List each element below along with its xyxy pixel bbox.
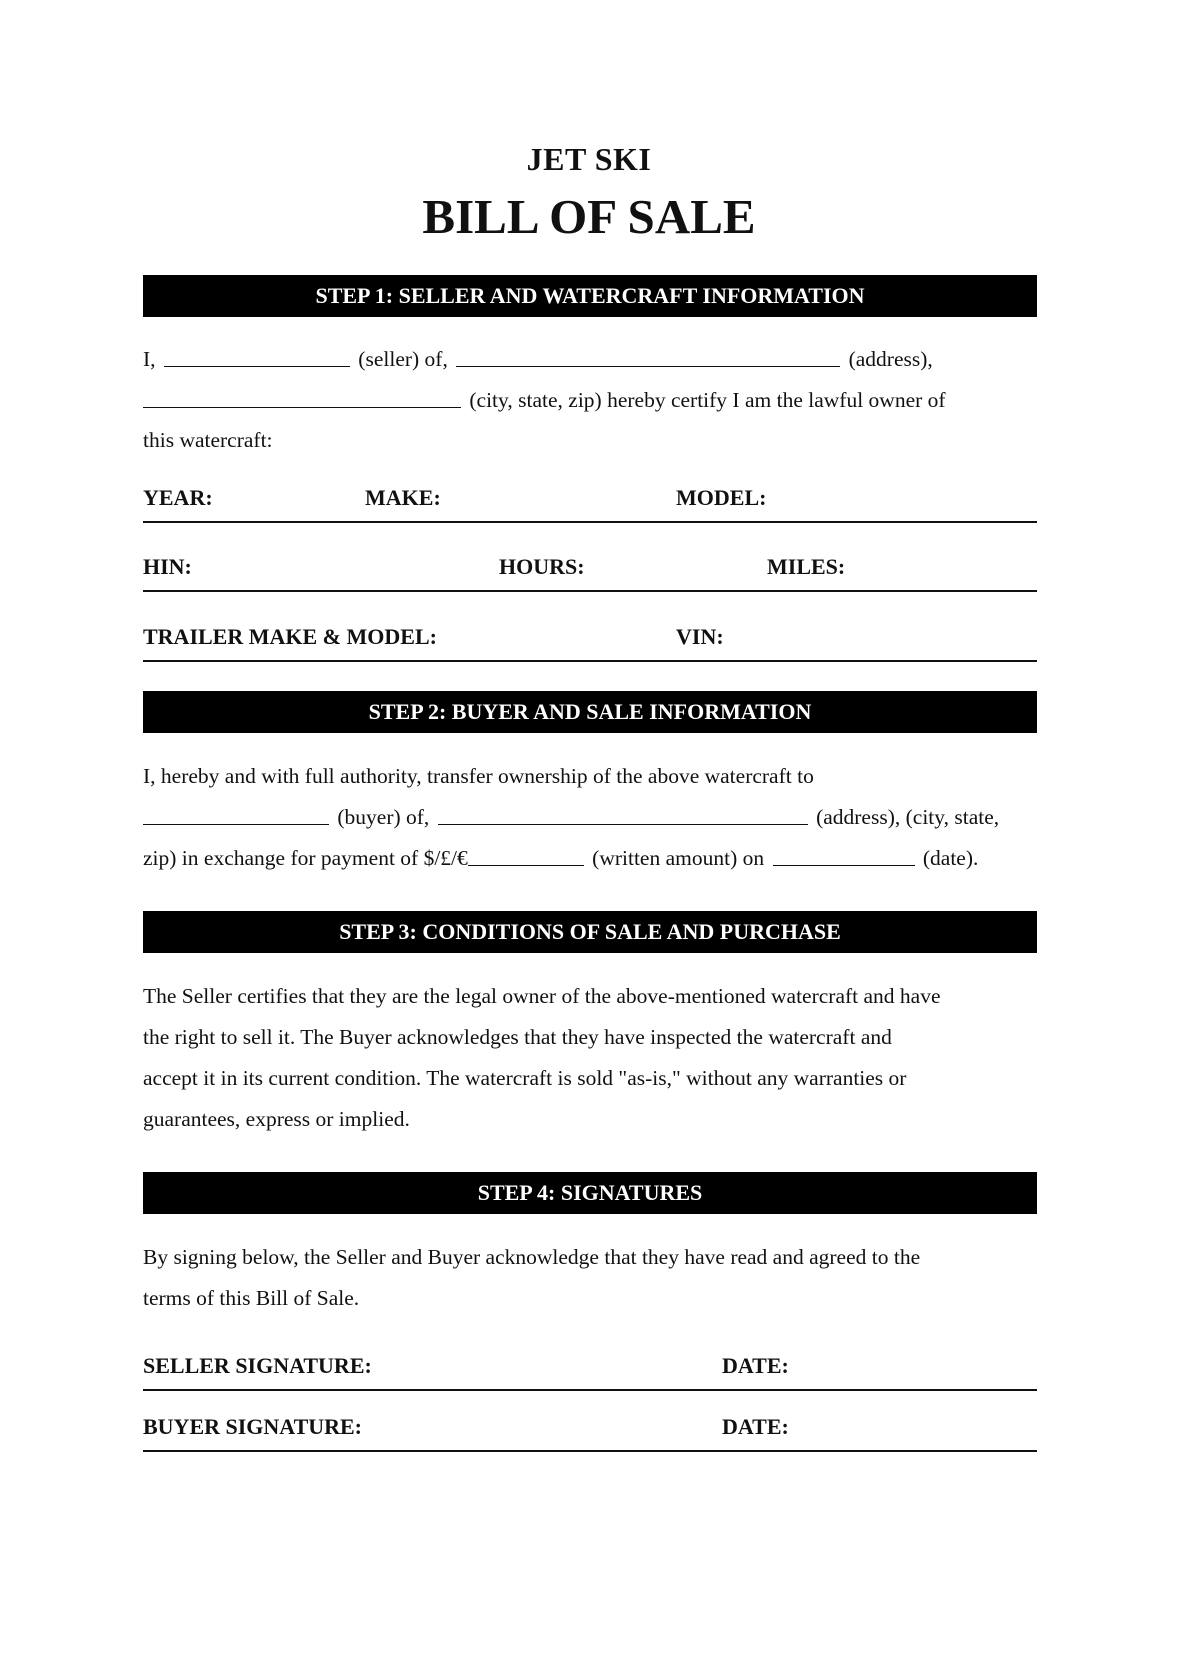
seller-name-field[interactable] — [164, 344, 350, 367]
miles-label: MILES: — [767, 554, 846, 579]
text-zip-payment: zip) in exchange for payment of $/£/€ — [143, 846, 468, 870]
text-written-amount: (written amount) on — [592, 846, 765, 870]
seller-signature-row[interactable] — [143, 1353, 1037, 1391]
text-address: (address), — [848, 347, 933, 371]
seller-date-label: DATE: — [722, 1353, 789, 1378]
trailer-label: TRAILER MAKE & MODEL: — [143, 624, 437, 649]
document-title: BILL OF SALE — [422, 189, 756, 244]
step1-line1 — [143, 339, 1043, 380]
seller-city-state-zip-field[interactable] — [143, 385, 461, 408]
text-address-city: (address), (city, state, — [816, 805, 1000, 829]
step4-line-1: By signing below, the Seller and Buyer acknowledge that they have read and agreed to the — [143, 1245, 921, 1269]
model-label: MODEL: — [676, 485, 767, 510]
vin-label: VIN: — [676, 624, 724, 649]
step2-line1: I, hereby and with full authority, transfer ownership of the above watercraft to — [143, 764, 814, 788]
step3-line-2: the right to sell it. The Buyer acknowledges that they have inspected the watercraft and — [143, 1025, 892, 1049]
year-label: YEAR: — [143, 485, 213, 510]
step4-line-2: terms of this Bill of Sale. — [143, 1286, 360, 1310]
seller-signature-label: SELLER SIGNATURE: — [143, 1353, 372, 1378]
hin-label: HIN: — [143, 554, 192, 579]
step4-header: STEP 4: SIGNATURES — [143, 1172, 1037, 1214]
make-label: MAKE: — [365, 485, 441, 510]
sale-date-field[interactable] — [773, 843, 915, 866]
step3-line-1: The Seller certifies that they are the legal owner of the above-mentioned watercraft and have — [143, 984, 941, 1008]
step2-line3 — [143, 838, 1043, 879]
buyer-signature-row[interactable] — [143, 1414, 1037, 1452]
text-seller-of: (seller) of, — [358, 347, 448, 371]
buyer-signature-label: BUYER SIGNATURE: — [143, 1414, 363, 1439]
text-buyer-of: (buyer) of, — [337, 805, 430, 829]
watercraft-row-3[interactable] — [143, 624, 1037, 662]
step3-line-4: guarantees, express or implied. — [143, 1107, 410, 1131]
seller-address-field[interactable] — [456, 344, 840, 367]
payment-amount-field[interactable] — [468, 843, 584, 866]
step1-line3: this watercraft: — [143, 428, 273, 452]
text-city-certify: (city, state, zip) hereby certify I am the lawful owner of — [469, 388, 946, 412]
watercraft-row-2[interactable] — [143, 554, 1037, 592]
document-subtitle: JET SKI — [526, 141, 652, 177]
buyer-date-label: DATE: — [722, 1414, 789, 1439]
step2-line2 — [143, 797, 1043, 838]
step2-header: STEP 2: BUYER AND SALE INFORMATION — [143, 691, 1037, 733]
step3-line-3: accept it in its current condition. The watercraft is sold "as-is," without any warranties or — [143, 1066, 907, 1090]
step3-header: STEP 3: CONDITIONS OF SALE AND PURCHASE — [143, 911, 1037, 953]
step1-line2 — [143, 380, 1043, 421]
buyer-address-field[interactable] — [438, 802, 808, 825]
text-date: (date). — [922, 846, 979, 870]
step1-header: STEP 1: SELLER AND WATERCRAFT INFORMATION — [143, 275, 1037, 317]
buyer-name-field[interactable] — [143, 802, 329, 825]
text-i: I, — [143, 347, 156, 371]
hours-label: HOURS: — [499, 554, 585, 579]
watercraft-row-1[interactable] — [143, 485, 1037, 523]
